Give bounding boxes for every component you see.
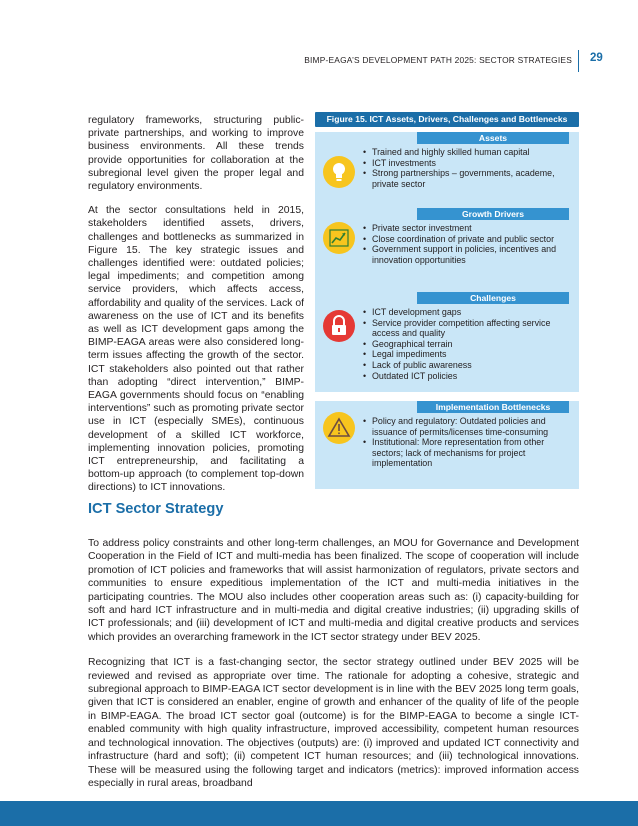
- assets-list: [361, 147, 573, 189]
- panel-heading: Assets: [417, 132, 569, 144]
- challenges-panel: [315, 292, 579, 392]
- growth-drivers-list: [361, 223, 573, 265]
- list-item: • ICT development gaps: [361, 307, 573, 318]
- list-item: • Geographical terrain: [361, 339, 573, 350]
- footer-bar: [0, 801, 638, 826]
- list-item: • ICT investments: [361, 158, 573, 169]
- panel-heading: Implementation Bottlenecks: [417, 401, 569, 413]
- list-item: • Service provider competition affecting service access and quality: [361, 318, 573, 339]
- list-item: • Trained and highly skilled human capital: [361, 147, 573, 158]
- figure-title: Figure 15. ICT Assets, Drivers, Challenges and Bottlenecks: [315, 112, 579, 127]
- challenges-list: [361, 307, 573, 381]
- running-header: BIMP-EAGA’S DEVELOPMENT PATH 2025: SECTOR STRATEGIES: [304, 55, 572, 65]
- paragraph: Recognizing that ICT is a fast-changing sector, the sector strategy outlined under BEV 2025 will be reviewed and revised as appropriate over time. The rationale for adopting a cohesive, strategic and subregional approach to BIMP-EAGA ICT sector development is in line with the BEV 2025 long term goals, given that ICT is considered an enabler, engine of growth and enhancer of the quality of life of the people in BIMP-EAGA. The broad ICT sector goal (outcome) is for the BIMP-EAGA to become a single ICT-enabled community with high quality infrastructure, improved accessibility, competent human resources and technological innovation. The objectives (outputs) are: (i) improved and updated ICT connectivity and infrastructure (hard and soft); (ii) competent ICT human resources; and (iii) technological innovations. These will be measured using the following target and indicators (metrics): improved information access especially in rural areas, broadband: [88, 657, 579, 789]
- lightbulb-icon: [323, 156, 355, 188]
- paragraph: regulatory frameworks, structuring public-private partnerships, and working to improve business environments. All these trends provide opportunities for collaboration at the subregional level given the proper legal and regulatory environments.: [88, 115, 304, 193]
- page-header: [0, 50, 638, 72]
- section-title: ICT Sector Strategy: [88, 501, 224, 517]
- left-column-text: [88, 114, 304, 506]
- bottlenecks-list: [361, 416, 573, 469]
- list-item: • Strong partnerships – governments, academe, private sector: [361, 168, 573, 189]
- paragraph: To address policy constraints and other long-term challenges, an MOU for Governance and Development Cooperation in the Field of ICT and multi-media has been finalized. The scope of cooperation will include promotion of ICT policies and frameworks that will assist harmonization of regulators, private sectors and communities to ensure expeditious implementation of the ICT and multi-media initiatives in the participating countries. The MOU also includes other cooperation areas such as: (i) capacity-building for soft and hard ICT infrastructure and in multi-media and digital creative industries; (ii) upgrading skills of ICT professionals; and (iii) development of ICT and multi-media and digital creative products and services which provides an overarching framework in the ICT sector strategy under BEV 2025.: [88, 538, 579, 643]
- paragraph: At the sector consultations held in 2015, stakeholders identified assets, drivers, challenges and bottlenecks as summarized in Figure 15. The key strategic issues and challenges identified were: outdated policies; legal impediments; and competition among service providers, which affects access, affordability and quality of the services. Lack of awareness on the use of ICT and its benefits as well as ICT development gaps among the BIMP-EAGA areas were also considered long-term issues affecting the growth of the sector. ICT stakeholders also pointed out that rather than adopting “direct intervention,” BIMP-EAGA governments should focus on “enabling interventions” such as promoting private sector use in ICT (especially SMEs), continuous development of a skilled ICT workforce, implementing innovation policies, promoting ICT entrepreneurship, and facilitating a bottom-up approach (to complement top-down directions) to ICT innovations.: [88, 205, 304, 494]
- growth-drivers-panel: [315, 208, 579, 292]
- header-divider: [578, 50, 579, 72]
- list-item: • Government support in policies, incentives and innovation opportunities: [361, 244, 573, 265]
- panel-heading: Challenges: [417, 292, 569, 304]
- list-item: • Policy and regulatory: Outdated policies and issuance of permits/licenses time-consuming: [361, 416, 573, 437]
- list-item: • Lack of public awareness: [361, 360, 573, 371]
- padlock-icon: [323, 310, 355, 342]
- list-item: • Outdated ICT policies: [361, 371, 573, 382]
- figure-15: [315, 112, 579, 491]
- section-body: [88, 537, 579, 802]
- list-item: • Close coordination of private and public sector: [361, 234, 573, 245]
- panel-heading: Growth Drivers: [417, 208, 569, 220]
- list-item: • Legal impediments: [361, 349, 573, 360]
- bottlenecks-panel: [315, 401, 579, 489]
- page-number: 29: [590, 52, 603, 64]
- list-item: • Private sector investment: [361, 223, 573, 234]
- warning-icon: [323, 412, 355, 444]
- list-item: • Institutional: More representation from other sectors; lack of mechanisms for project implementation: [361, 437, 573, 469]
- assets-panel: [315, 132, 579, 212]
- growth-chart-icon: [323, 222, 355, 254]
